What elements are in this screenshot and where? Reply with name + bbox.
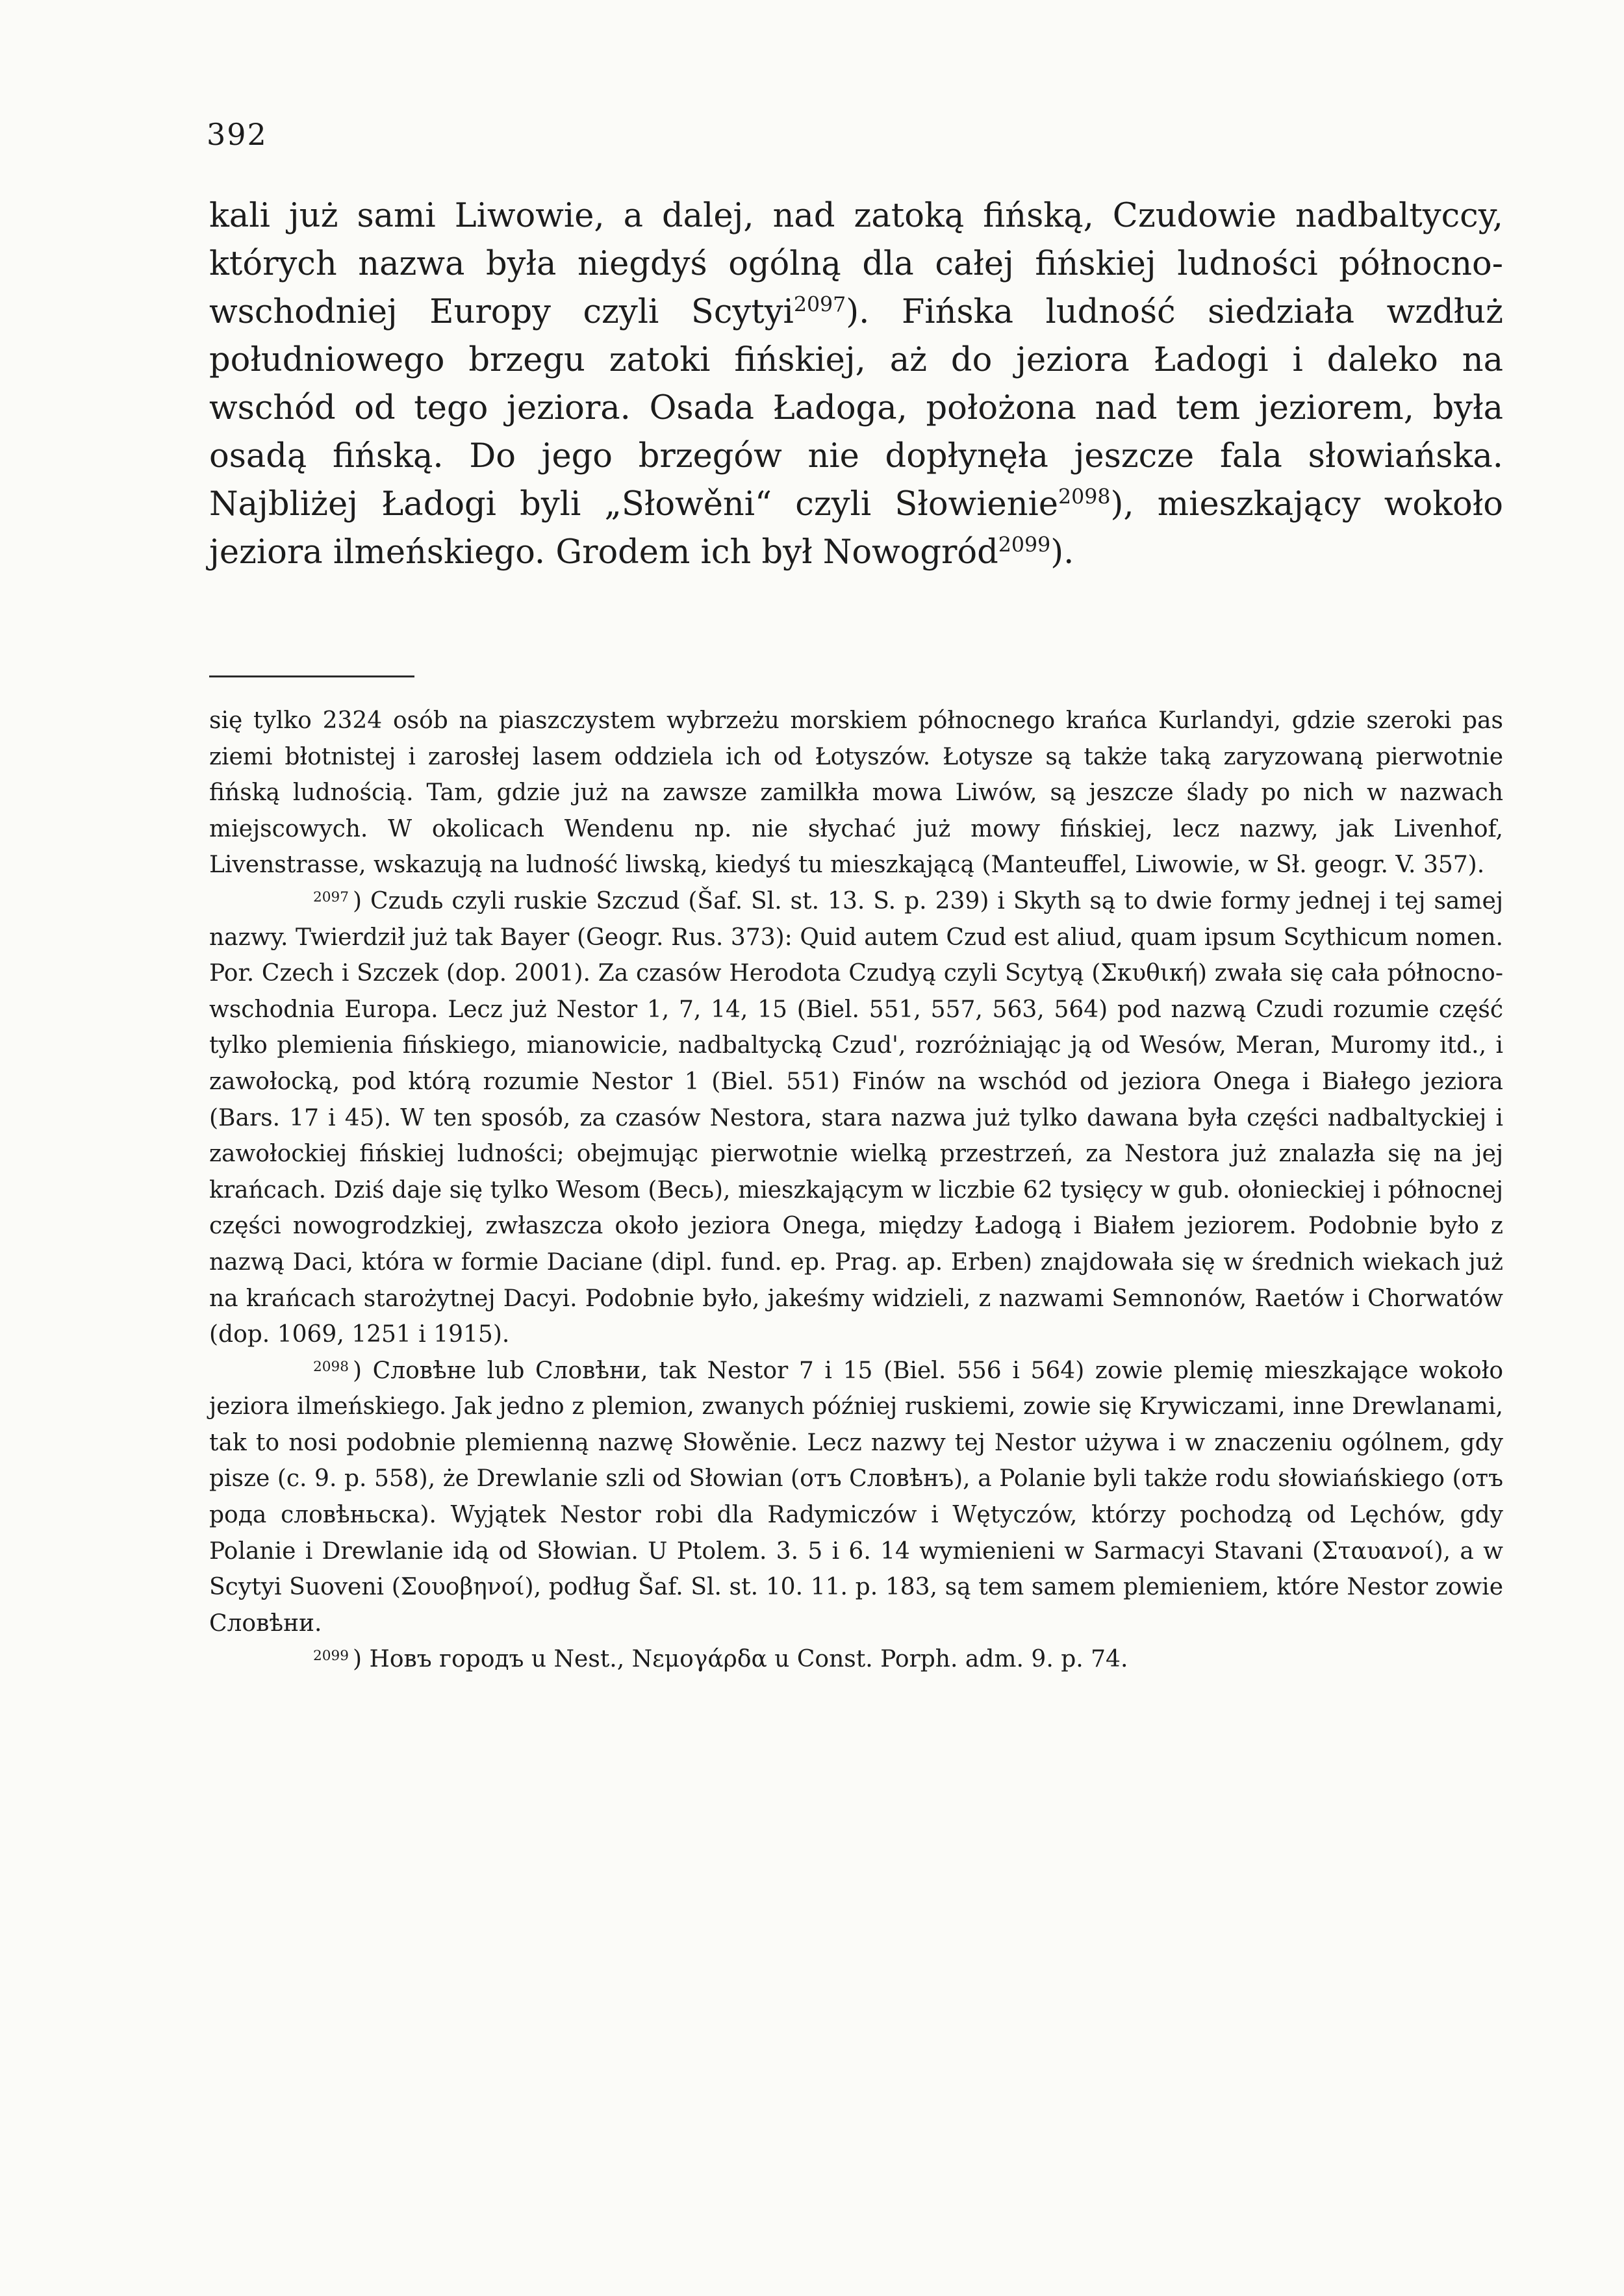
footnote-text: ) Новъ городъ u Nest., Νεμογάρδα u Const. Porph. adm. 9. p. 74. bbox=[352, 1646, 1128, 1673]
footnote-text: ) Czudь czyli ruskie Szczud (Šaf. Sl. st. 13. S. p. 239) i Skyth są to dwie formy jednej i tej samej nazwy. Twierdził już tak Bayer (Geogr. Rus. 373): Quid autem Czud est aliud, quam ipsum Scythicum nomen. Por. Czech i Szczek (dop. 2001). Za czasów Herodota Czudyą czyli Scytyą (Σκυθική) zwała się cała północno-wschodnia Europa. Lecz już Nestor 1, 7, 14, 15 (Biel. 551, 557, 563, 564) pod nazwą Czudi rozumie część tylko plemienia fińskiego, mianowicie, nadbaltycką Czud', rozróżniając ją od Wesów, Meran, Muromy itd., i zawołocką, pod którą rozumie Nestor 1 (Biel. 551) Finów na wschód od jeziora Onega i Białego jeziora (Bars. 17 i 45). W ten sposób, za czasów Nestora, stara nazwa już tylko dawana była części nadbaltyckiej i zawołockiej fińskiej ludności; obejmując pierwotnie wielką przestrzeń, za Nestora już znalazła się na jej krańcach. Dziś daje się tylko Wesom (Весь), mieszkającym w liczbie 62 tysięcy w gub. ołonieckiej i północnej części nowogrodzkiej, zwłaszcza około jeziora Onega, między Ładogą i Białem jeziorem. Podobnie było z nazwą Daci, która w formie Daciane (dipl. fund. ep. Prag. ap. Erben) znajdowała się w średnich wiekach już na krańcach starożytnej Dacyi. Podobnie było, jakeśmy widzieli, z nazwami Semnonów, Raetów i Chorwatów (dop. 1069, 1251 i 1915). bbox=[209, 887, 1503, 1348]
footnote-marker: 2097 bbox=[313, 889, 349, 906]
footnote-marker: 2099 bbox=[313, 1647, 349, 1664]
footnote-2097 bbox=[209, 883, 1503, 1353]
footnotes bbox=[209, 703, 1503, 1678]
footnote-reference: 2097 bbox=[793, 293, 846, 317]
main-text bbox=[209, 192, 1503, 577]
footnote-reference: 2099 bbox=[998, 533, 1051, 557]
main-paragraph bbox=[209, 192, 1503, 577]
footnote-2099 bbox=[209, 1641, 1503, 1678]
footnote-continuation bbox=[209, 703, 1503, 883]
footnote-2098 bbox=[209, 1353, 1503, 1642]
footnote-reference: 2098 bbox=[1058, 485, 1111, 509]
footnote-separator bbox=[209, 675, 414, 677]
footnote-text: się tylko 2324 osób na piaszczystem wybrzeżu morskiem północnego krańca Kurlandyi, gdzie szeroki pas ziemi błotnistej i zarosłej lasem oddziela ich od Łotyszów. Łotysze są także taką zaryzowaną pierwotnie fińską ludnością. Tam, gdzie już na zawsze zamilkła mowa Liwów, są jeszcze ślady po nich w nazwach miejscowych. W okolicach Wendenu np. nie słychać już mowy fińskiej, lecz nazwy, jak Livenhof, Livenstrasse, wskazują na ludność liwską, kiedyś tu mieszkającą (Manteuffel, Liwowie, w Sł. geogr. V. 357). bbox=[209, 707, 1503, 879]
page-number: 392 bbox=[207, 117, 268, 152]
footnote-marker: 2098 bbox=[313, 1358, 349, 1375]
main-text-segment: kali już sami Liwowie, a dalej, nad zatoką fińską, Czudowie nadbaltyccy, których nazwa była niegdyś ogólną dla całej fińskiej ludności północno-wschodniej Europy czyli Scytyi bbox=[209, 197, 1503, 331]
main-text-segment: ), mieszkający wokoło jeziora ilmeńskiego. Grodem ich był Nowogród bbox=[209, 485, 1503, 572]
footnote-text: ) Словѣне lub Словѣни, tak Nestor 7 i 15 (Biel. 556 i 564) zowie plemię mieszkające wokoło jeziora ilmeńskiego. Jak jedno z plemion, zwanych później ruskiemi, zowie się Krywiczami, inne Drewlanami, tak to nosi podobnie plemienną nazwę Słowěnie. Lecz nazwy tej Nestor używa i w znaczeniu ogólnem, gdy pisze (c. 9. p. 558), że Drewlanie szli od Słowian (отъ Словѣнъ), a Polanie byli także rodu słowiańskiego (отъ рода словѣньска). Wyjątek Nestor robi dla Radymiczów i Wętyczów, którzy pochodzą od Lęchów, gdy Polanie i Drewlanie idą od Słowian. U Ptolem. 3. 5 i 6. 14 wymienieni w Sarmacyi Stavani (Σταυανοί), a w Scytyi Suoveni (Σουοβηνοί), podług Šaf. Sl. st. 10. 11. p. 183, są tem samem plemieniem, które Nestor zowie Словѣни. bbox=[209, 1357, 1503, 1637]
main-text-segment: ). bbox=[1050, 533, 1074, 572]
main-text-segment: ). Fińska ludność siedziała wzdłuż południowego brzegu zatoki fińskiej, aż do jeziora Ładogi i daleko na wschód od tego jeziora. Osada Ładoga, położona nad tem jeziorem, była osadą fińską. Do jego brzegów nie dopłynęła jeszcze fala słowiańska. Najbliżej Ładogi byli „Słowěni“ czyli Słowienie bbox=[209, 293, 1503, 524]
